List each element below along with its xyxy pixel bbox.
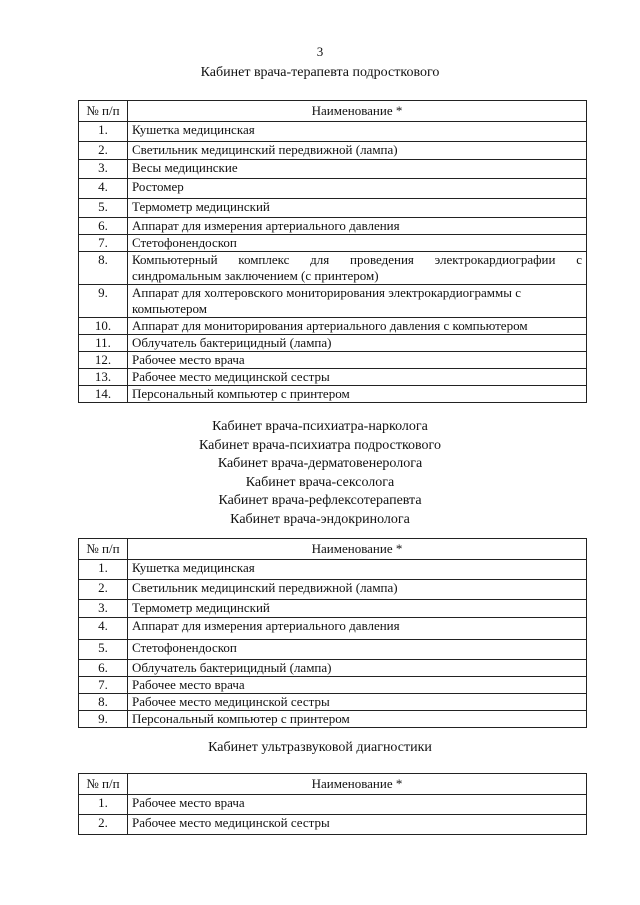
table-row xyxy=(79,160,587,179)
table-row xyxy=(79,660,587,677)
row-name: Облучатель бактерицидный (лампа) xyxy=(128,660,587,677)
row-number: 6. xyxy=(79,660,128,677)
table-row xyxy=(79,711,587,728)
row-number: 8. xyxy=(79,694,128,711)
page-number: 3 xyxy=(316,44,324,59)
table-row xyxy=(79,677,587,694)
table-row xyxy=(79,580,587,600)
section-title: Кабинет врача-терапевта подросткового xyxy=(200,65,440,80)
table-row xyxy=(79,369,587,386)
table-row xyxy=(79,252,587,285)
table-row xyxy=(79,352,587,369)
equipment-table xyxy=(78,100,587,403)
header-num: № п/п xyxy=(79,774,128,795)
row-number: 5. xyxy=(79,199,128,218)
table-row xyxy=(79,199,587,218)
row-name: Кушетка медицинская xyxy=(128,560,587,580)
row-name: Ростомер xyxy=(128,179,587,199)
section-title: Кабинет ультразвуковой диагностики xyxy=(208,740,432,755)
row-number: 2. xyxy=(79,580,128,600)
row-name: Стетофонендоскоп xyxy=(128,640,587,660)
row-number: 6. xyxy=(79,218,128,235)
section-title: Кабинет врача-психиатра-нарколога xyxy=(212,419,428,434)
row-number: 14. xyxy=(79,386,128,403)
table-header xyxy=(79,774,587,795)
row-name: Кушетка медицинская xyxy=(128,122,587,142)
row-number: 7. xyxy=(79,677,128,694)
row-number: 12. xyxy=(79,352,128,369)
equipment-table xyxy=(78,773,587,835)
row-name: Персональный компьютер с принтером xyxy=(128,386,587,403)
row-number: 9. xyxy=(79,285,128,318)
section-title: Кабинет врача-дерматовенеролога xyxy=(217,456,423,471)
header-name: Наименование * xyxy=(128,774,587,795)
row-number: 9. xyxy=(79,711,128,728)
row-name: Рабочее место медицинской сестры xyxy=(128,815,587,835)
table-row xyxy=(79,285,587,318)
table-header xyxy=(79,101,587,122)
table-row xyxy=(79,618,587,640)
table-row xyxy=(79,795,587,815)
row-name: Облучатель бактерицидный (лампа) xyxy=(128,335,587,352)
row-name: Рабочее место медицинской сестры xyxy=(128,694,587,711)
section-title: Кабинет врача-рефлексотерапевта xyxy=(218,493,422,508)
table-row xyxy=(79,122,587,142)
row-number: 4. xyxy=(79,618,128,640)
row-name: Аппарат для мониторирования артериального давления с компьютером xyxy=(128,318,587,335)
row-name: Рабочее место медицинской сестры xyxy=(128,369,587,386)
row-name: Светильник медицинский передвижной (лампа) xyxy=(128,580,587,600)
row-number: 5. xyxy=(79,640,128,660)
row-name: Аппарат для измерения артериального давления xyxy=(128,218,587,235)
table-row xyxy=(79,335,587,352)
table-row xyxy=(79,600,587,618)
row-name: Рабочее место врача xyxy=(128,677,587,694)
row-number: 1. xyxy=(79,122,128,142)
row-name: Персональный компьютер с принтером xyxy=(128,711,587,728)
row-number: 4. xyxy=(79,179,128,199)
row-number: 10. xyxy=(79,318,128,335)
header-num: № п/п xyxy=(79,539,128,560)
row-number: 3. xyxy=(79,160,128,179)
row-name: Рабочее место врача xyxy=(128,795,587,815)
table-row xyxy=(79,694,587,711)
row-name: Весы медицинские xyxy=(128,160,587,179)
row-number: 7. xyxy=(79,235,128,252)
table-row xyxy=(79,386,587,403)
row-name: Рабочее место врача xyxy=(128,352,587,369)
row-number: 2. xyxy=(79,142,128,160)
row-number: 3. xyxy=(79,600,128,618)
row-name: Стетофонендоскоп xyxy=(128,235,587,252)
row-name: Компьютерный комплекс для проведения электрокардиографии с синдромальным заключением (с принтером) xyxy=(128,252,587,285)
row-number: 13. xyxy=(79,369,128,386)
table-row xyxy=(79,560,587,580)
row-name: Термометр медицинский xyxy=(128,199,587,218)
table-row xyxy=(79,218,587,235)
row-name: Термометр медицинский xyxy=(128,600,587,618)
table-row xyxy=(79,318,587,335)
header-name: Наименование * xyxy=(128,539,587,560)
row-name: Светильник медицинский передвижной (лампа) xyxy=(128,142,587,160)
section-title: Кабинет врача-психиатра подросткового xyxy=(199,437,441,453)
row-number: 8. xyxy=(79,252,128,285)
row-number: 11. xyxy=(79,335,128,352)
table-row xyxy=(79,640,587,660)
table-header xyxy=(79,539,587,560)
row-number: 1. xyxy=(79,795,128,815)
row-number: 2. xyxy=(79,815,128,835)
header-num: № п/п xyxy=(79,101,128,122)
row-name: Аппарат для измерения артериального давления xyxy=(128,618,587,640)
section-title: Кабинет врача-сексолога xyxy=(245,474,395,490)
table-row xyxy=(79,142,587,160)
table-row xyxy=(79,179,587,199)
section-title: Кабинет врача-эндокринолога xyxy=(230,511,410,527)
table-row xyxy=(79,235,587,252)
row-name: Аппарат для холтеровского мониторирования электрокардиограммы с компьютером xyxy=(128,285,587,318)
table-row xyxy=(79,815,587,835)
header-name: Наименование * xyxy=(128,101,587,122)
row-number: 1. xyxy=(79,560,128,580)
equipment-table xyxy=(78,538,587,728)
